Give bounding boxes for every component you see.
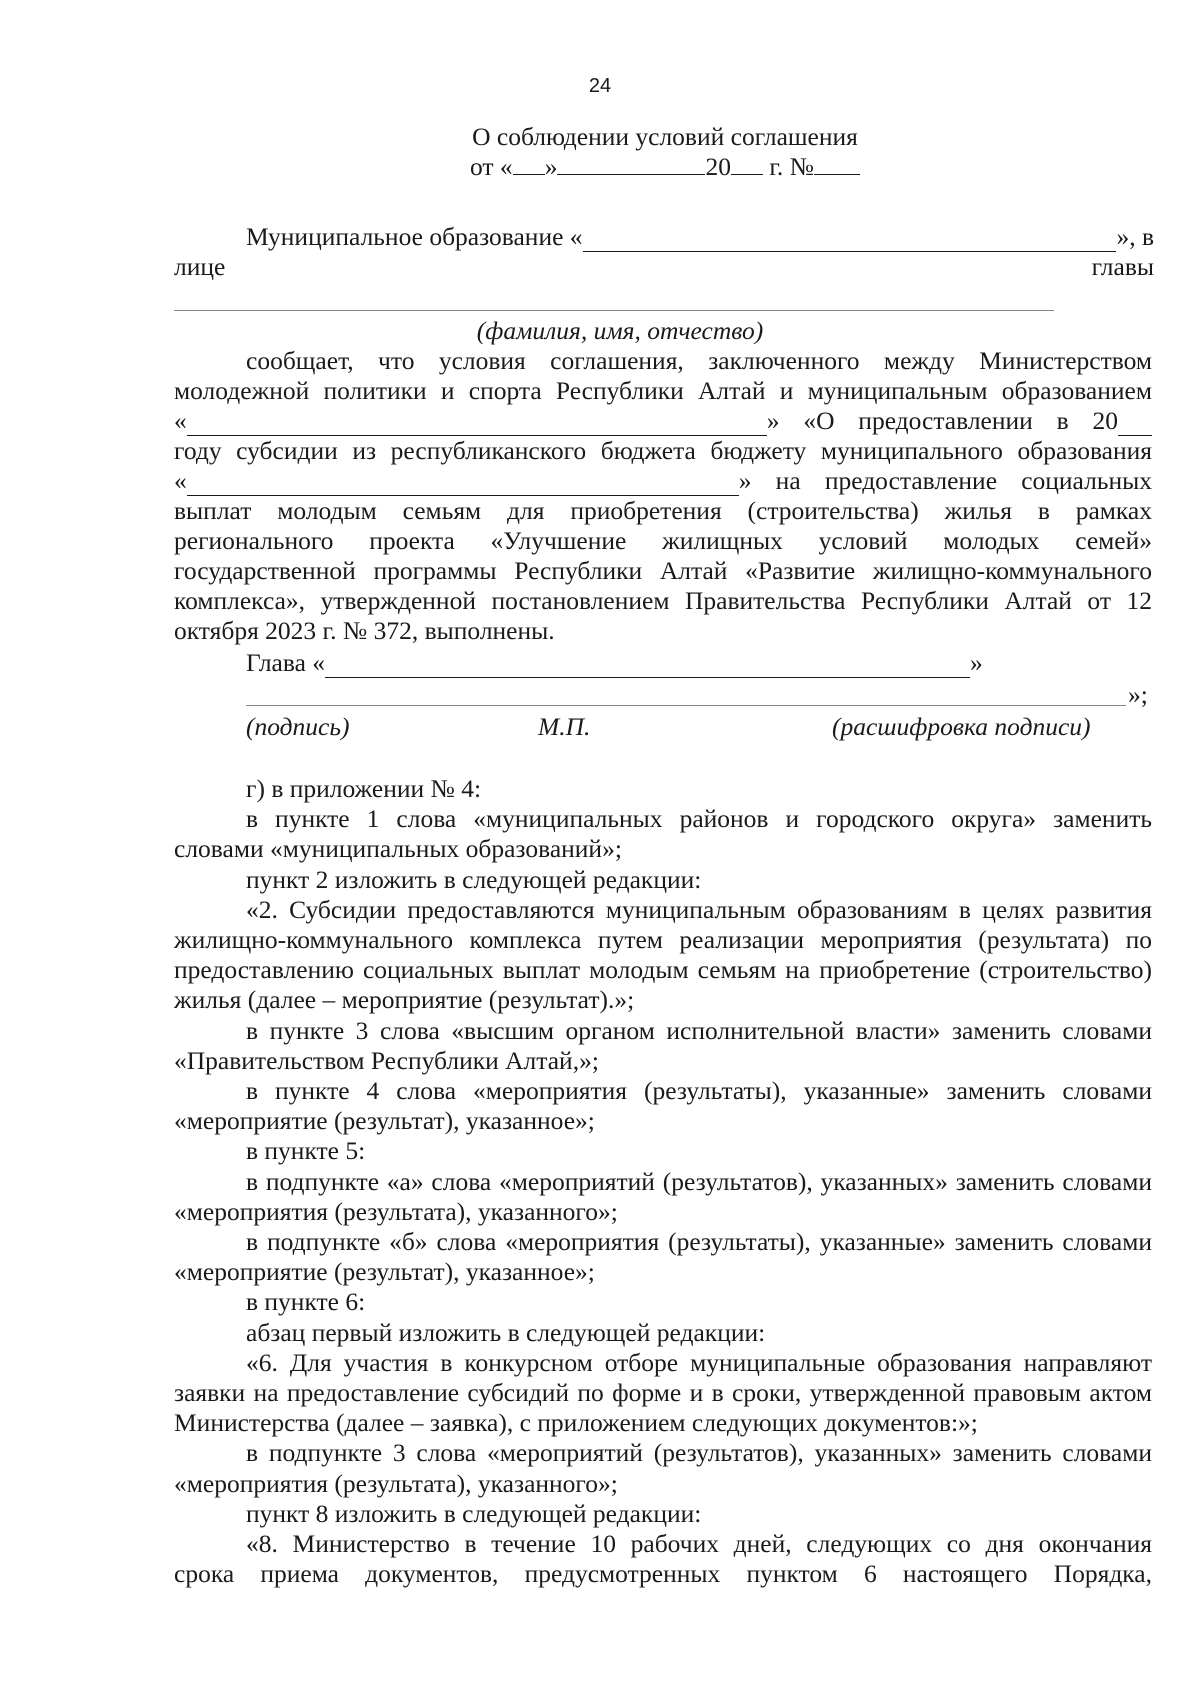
mo-name-blank xyxy=(583,229,1117,252)
form-title-line2: от « » 20 г. № xyxy=(130,152,1200,182)
mo-line: Муниципальное образование « », в xyxy=(246,222,1154,251)
report-paragraph: сообщает, что условия соглашения, заключенного между Министерством молодежной политики и спорта Республики Алтай и муниципальным образованием « » «О предоставлении в 20 году субсидии из республиканского бюджета бюджету муниципального образования « » на предоставление социальных выплат молодым семьям для приобретения (строительства) жилья в рамках регионального проекта «Улучшение жилищных условий молодых семей» государственной программы Республики Алтай «Развитие жилищно-коммунального комплекса», утвержденной постановлением Правительства Республики Алтай от 12 октября 2023 г. № 372, выполнены. xyxy=(174,346,1152,645)
body-p8: в подпункте «а» слова «мероприятий (результатов), указанных» заменить словами «мероприятия (результата), указанного»; xyxy=(174,1166,1152,1226)
form-title-line1: О соблюдении условий соглашения xyxy=(472,122,858,151)
year-blank xyxy=(731,152,763,175)
body-p13: в подпункте 3 слова «мероприятий (результатов), указанных» заменить словами «мероприятия (результата), указанного»; xyxy=(174,1438,1152,1498)
body-p14: пункт 8 изложить в следующей редакции: xyxy=(246,1498,702,1528)
signature-line-end: »; xyxy=(1128,680,1148,709)
head-line: Глава « » xyxy=(246,648,983,677)
body-p3: пункт 2 изложить в следующей редакции: xyxy=(246,864,702,894)
amendments-body xyxy=(174,774,1152,1589)
fio-blank xyxy=(174,310,1054,311)
body-p4: «2. Субсидии предоставляются муниципальным образованиям в целях развития жилищно-коммунального комплекса путем реализации мероприятия (результата) по предоставлению социальных выплат молодым семьям на приобретение (строительство) жилья (далее – мероприятие (результат).»; xyxy=(174,894,1152,1015)
body-p6: в пункте 4 слова «мероприятия (результаты), указанные» заменить словами «мероприятие (результат), указанное»; xyxy=(174,1076,1152,1136)
fio-caption: (фамилия, имя, отчество) xyxy=(476,316,764,345)
stamp-caption: М.П. xyxy=(538,712,591,741)
decode-caption: (расшифровка подписи) xyxy=(832,712,1091,741)
body-p15-line1: «8. Министерство в течение 10 рабочих дней, следующих со дня окончания xyxy=(246,1529,1152,1559)
body-p2: в пункте 1 слова «муниципальных районов и городского округа» заменить словами «муниципальных образований»; xyxy=(174,804,1152,864)
year-blank-2 xyxy=(1118,413,1152,436)
body-p9: в подпункте «б» слова «мероприятия (результаты), указанные» заменить словами «мероприятие (результат), указанное»; xyxy=(174,1227,1152,1287)
face-line: лице главы xyxy=(174,252,1154,281)
number-blank xyxy=(814,152,860,175)
body-p12: «6. Для участия в конкурсном отборе муниципальные образования направляют заявки на предоставление субсидий по форме и в сроки, утвержденной правовым актом Министерства (далее – заявка), с приложением следующих документов:»; xyxy=(174,1347,1152,1438)
signature-caption: (подпись) xyxy=(246,712,350,741)
page-number: 24 xyxy=(588,75,612,97)
mo-name-blank-2 xyxy=(187,413,767,436)
day-blank xyxy=(513,152,545,175)
month-blank xyxy=(557,152,705,175)
body-p11: абзац первый изложить в следующей редакции: xyxy=(246,1317,766,1347)
body-p1: г) в приложении № 4: xyxy=(246,774,482,803)
signature-blank xyxy=(246,705,1126,706)
mo-name-blank-3 xyxy=(187,473,739,496)
body-p7: в пункте 5: xyxy=(246,1136,366,1166)
body-p10: в пункте 6: xyxy=(246,1287,366,1317)
body-p15-line2: срока приема документов, предусмотренных пунктом 6 настоящего Порядка, xyxy=(174,1559,1152,1589)
body-p5: в пункте 3 слова «высшим органом исполнительной власти» заменить словами «Правительством Республики Алтай,»; xyxy=(174,1015,1152,1075)
form-title xyxy=(0,122,1200,182)
head-name-blank xyxy=(325,655,970,678)
